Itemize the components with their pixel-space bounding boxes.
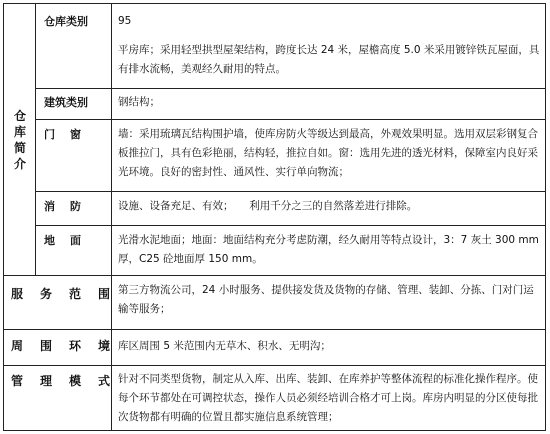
doors-windows-value: 墙：采用琉璃瓦结构围护墙，使库房防火等级达到最高，外观效果明显。选用双层彩钢复合板推拉门，具有色彩艳丽，结构轻，推拉自如。窗：选用先进的透光材料，保障室内良好采光环境。良好的密封性、通风性、实行单向物流； xyxy=(118,128,538,178)
building-type-label: 建筑类别 xyxy=(44,96,88,109)
info-table xyxy=(3,3,546,431)
row-divider xyxy=(4,329,545,330)
building-type-value: 钢结构； xyxy=(118,96,160,108)
warehouse-type-line2: 平房库；采用轻型拱型屋架结构，跨度长达 24 米，屋檐高度 5.0 米采用镀锌铁瓦屋面，具有排水流畅，美观经久耐用的特点。 xyxy=(118,44,540,75)
ground-label: 地 面 xyxy=(44,234,83,247)
warehouse-type-line1: 95 xyxy=(118,15,132,27)
service-scope-value: 第三方物流公司，24 小时服务、提供接发货及货物的存储、管理、装卸、分拣、门对门运输等服务； xyxy=(118,284,534,315)
row-divider xyxy=(4,365,545,366)
surroundings-value: 库区周围 5 米范围内无草木、积水、无明沟； xyxy=(118,340,331,352)
column-divider xyxy=(35,4,36,275)
management-label: 管理模式 xyxy=(11,374,128,388)
fire-label: 消 防 xyxy=(44,200,83,213)
row-divider xyxy=(4,275,545,276)
ground-value: 光滑水泥地面；地面：地面结构充分考虑防潮，经久耐用等特点设计，3：7 灰土 300 mm 厚，C25 砼地面厚 150 mm。 xyxy=(118,234,539,265)
surroundings-label: 周围环境 xyxy=(11,339,128,353)
section-label: 仓库简介 xyxy=(13,109,26,171)
column-divider xyxy=(111,4,112,430)
doors-windows-label: 门 窗 xyxy=(44,128,83,141)
management-value: 针对不同类型货物，制定从入库、出库、装卸、在库养护等整体流程的标准化操作程序。使每个环节都处在可调控状态，操作人员必须经培训合格才可上岗。库房内明显的分区使每批次货物都有明确的位置且都实施信息系统管理； xyxy=(118,373,538,423)
fire-value: 设施、设备充足、有效； 利用千分之三的自然落差进行排除。 xyxy=(118,200,418,212)
warehouse-type-label: 仓库类别 xyxy=(44,15,88,28)
service-scope-label: 服务范围 xyxy=(11,287,128,301)
